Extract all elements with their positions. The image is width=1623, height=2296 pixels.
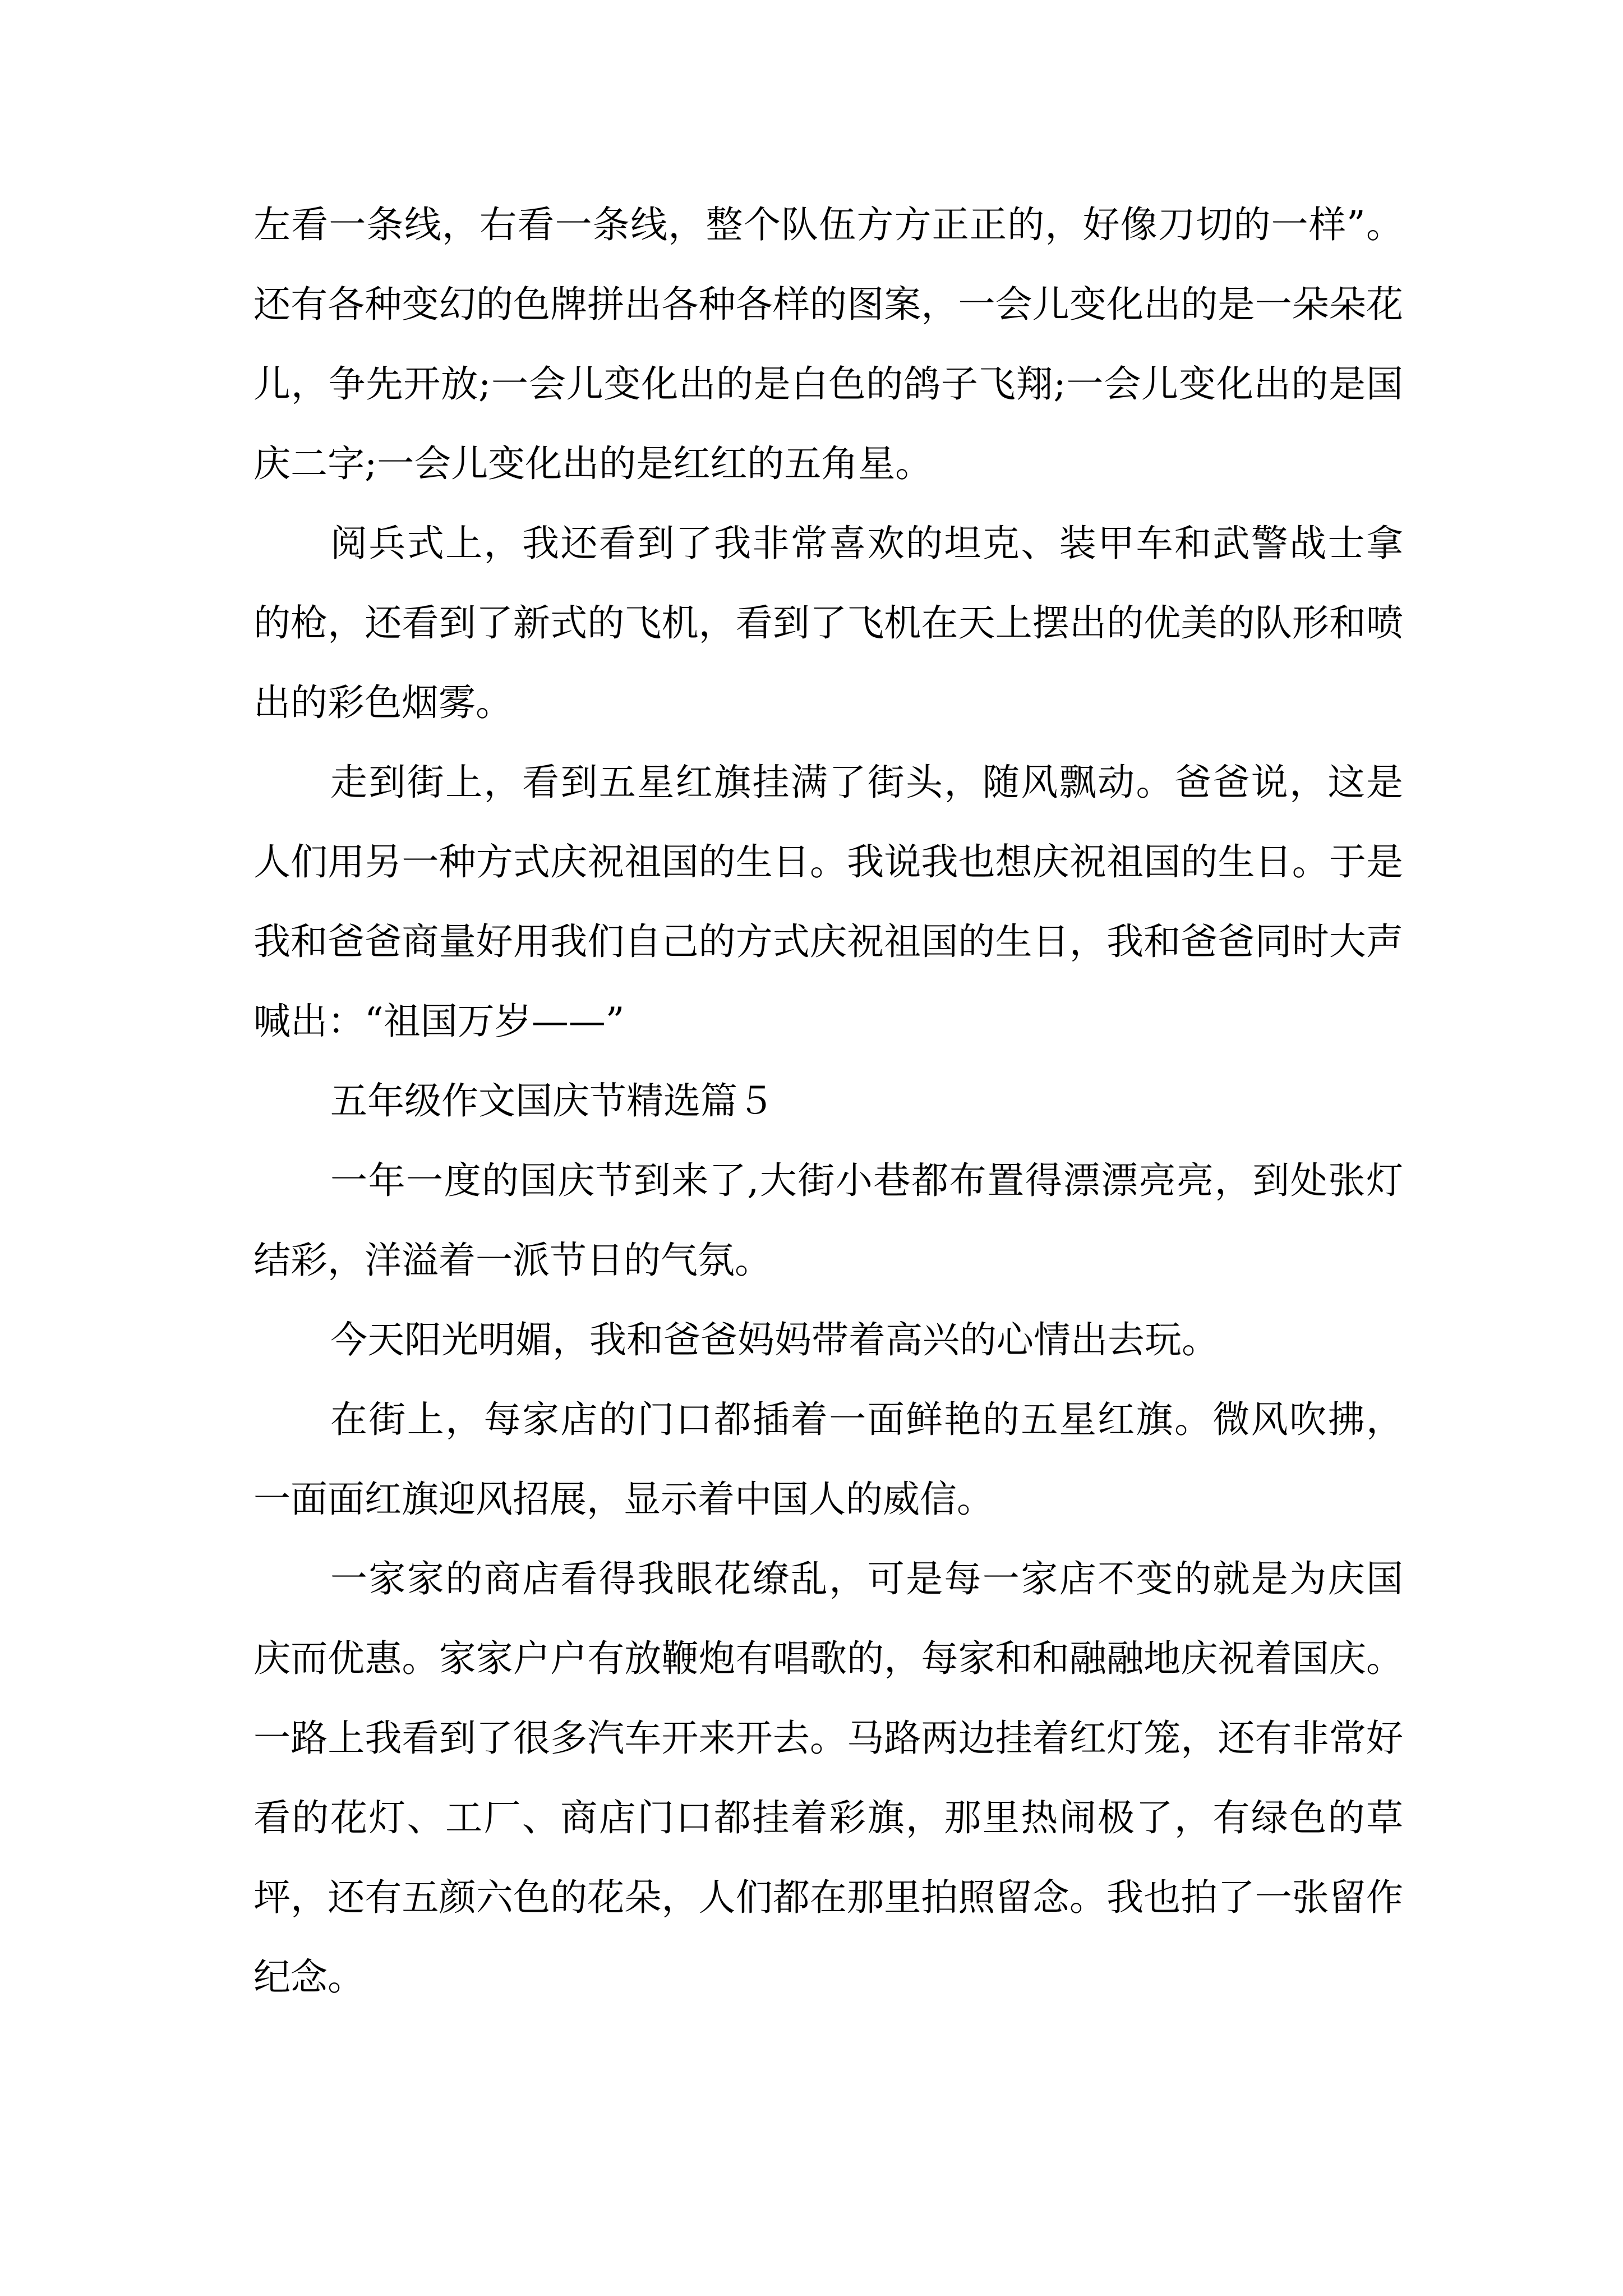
essay-body <box>253 185 1403 2017</box>
paragraph-shops-celebration: 一家家的商店看得我眼花缭乱，可是每一家店不变的就是为庆国庆而优惠。家家户户有放鞭炮有唱歌的，每家和和融融地庆祝着国庆。一路上我看到了很多汽车开来开去。马路两边挂着红灯笼，还有非常好看的花灯、工厂、商店门口都挂着彩旗，那里热闹极了，有绿色的草坪，还有五颜六色的花朵，人们都在那里拍照留念。我也拍了一张留作纪念。 <box>253 1557 1403 1999</box>
paragraph-national-day-arrives: 一年一度的国庆节到来了,大街小巷都布置得漂漂亮亮，到处张灯结彩，洋溢着一派节日的气氛。 <box>253 1159 1403 1282</box>
paragraph-military-parade: 阅兵式上，我还看到了我非常喜欢的坦克、装甲车和武警战士拿的枪，还看到了新式的飞机，看到了飞机在天上摆出的优美的队形和喷出的彩色烟雾。 <box>253 522 1403 724</box>
paragraph-sunny-day: 今天阳光明媚，我和爸爸妈妈带着高兴的心情出去玩。 <box>330 1318 1219 1361</box>
section-heading-5: 五年级作文国庆节精选篇５ <box>330 1079 774 1122</box>
paragraph-parade-formation: 左看一条线，右看一条线，整个队伍方方正正的，好像刀切的一样”。还有各种变幻的色牌拼出各种各样的图案，一会儿变化出的是一朵朵花儿，争先开放;一会儿变化出的是白色的鸽子飞翔;一会儿变化出的是国庆二字;一会儿变化出的是红红的五角星。 <box>253 203 1403 485</box>
paragraph-street-flags: 走到街上，看到五星红旗挂满了街头，随风飘动。爸爸说，这是人们用另一种方式庆祝祖国的生日。我说我也想庆祝祖国的生日。于是我和爸爸商量好用我们自己的方式庆祝祖国的生日，我和爸爸同时大声喊出：“祖国万岁——” <box>253 761 1403 1043</box>
paragraph-shop-flags: 在街上，每家店的门口都插着一面鲜艳的五星红旗。微风吹拂，一面面红旗迎风招展，显示着中国人的威信。 <box>253 1398 1403 1521</box>
